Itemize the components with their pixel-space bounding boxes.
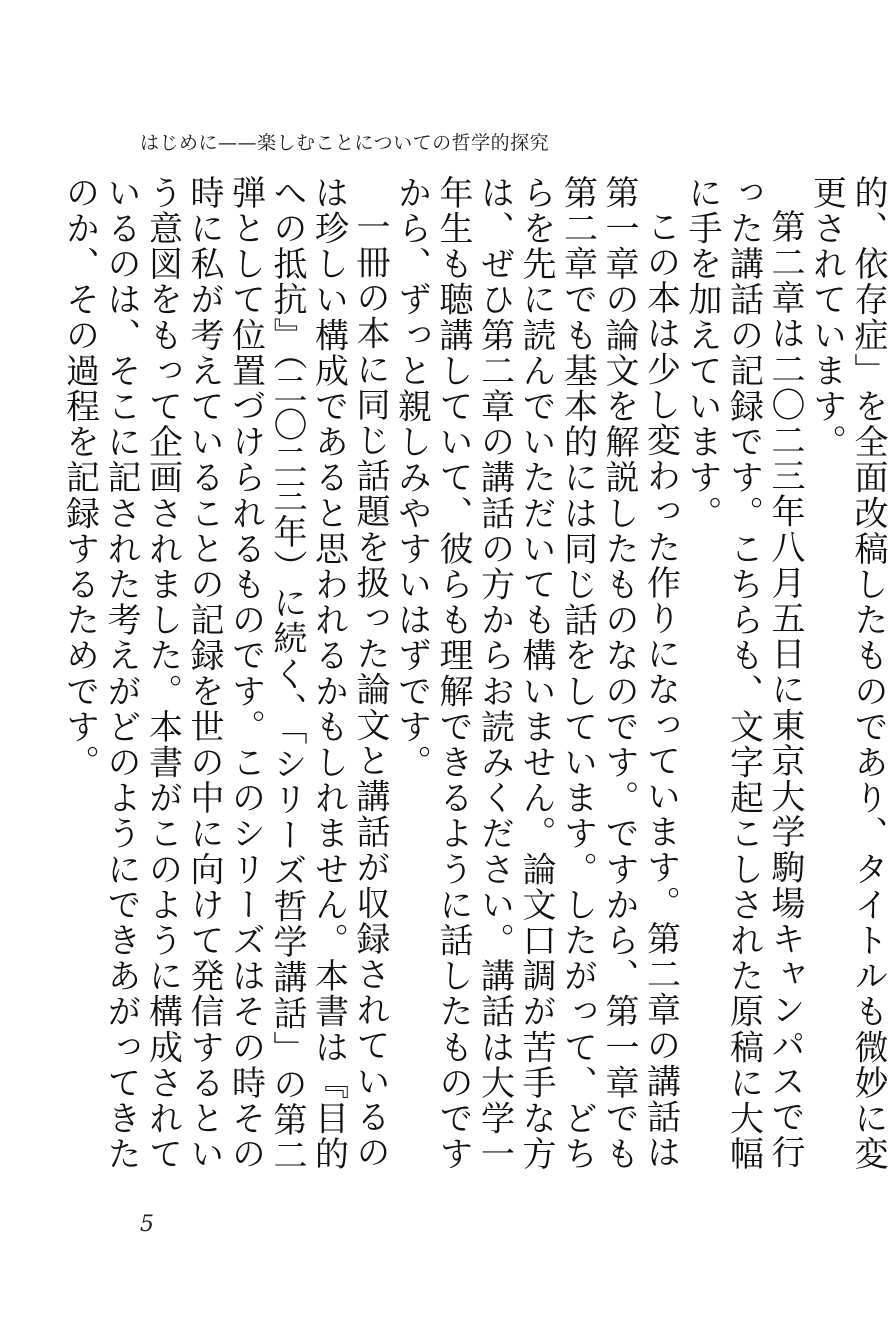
- running-head: はじめに——楽しむことについての哲学的探究: [140, 132, 550, 154]
- paragraph-2: 第二章は二〇二三年八月五日に東京大学駒場キャンパスで行った講話の記録です。こちらも、文字起こしされた原稿に大幅に手を加えています。: [682, 175, 805, 1172]
- page-number: 5: [140, 1212, 154, 1237]
- paragraph-4: 一冊の本に同じ話題を扱った論文と講話が収録されているのは珍しい構成であると思われるかもしれません。本書は『目的への抵抗』（二〇二三年）に続く、「シリーズ哲学講話」の第二弾として位置づけられるものです。このシリーズはその時その時に私が考えていることの記録を世の中に向けて発信するという意図をもって企画されました。本書がこのように構成されているのは、そこに記された考えがどのようにできあがってきたのか、その過程を記録するためです。: [59, 175, 390, 1174]
- body-text: [59, 175, 888, 1195]
- paragraph-3: この本は少し変わった作りになっています。第二章の講話は第一章の論文を解説したものなのです。ですから、第一章でも第二章でも基本的には同じ話をしています。したがって、どちらを先に読んでいただいても構いません。論文口調が苦手な方は、ぜひ第二章の講話の方からお読みください。講話は大学一年生も聴講していて、彼らも理解できるように話したものですから、ずっと親しみやすいはずです。: [391, 175, 681, 1172]
- paragraph-1: 的、依存症」を全面改稿したものであり、タイトルも微妙に変更されています。: [806, 175, 888, 1172]
